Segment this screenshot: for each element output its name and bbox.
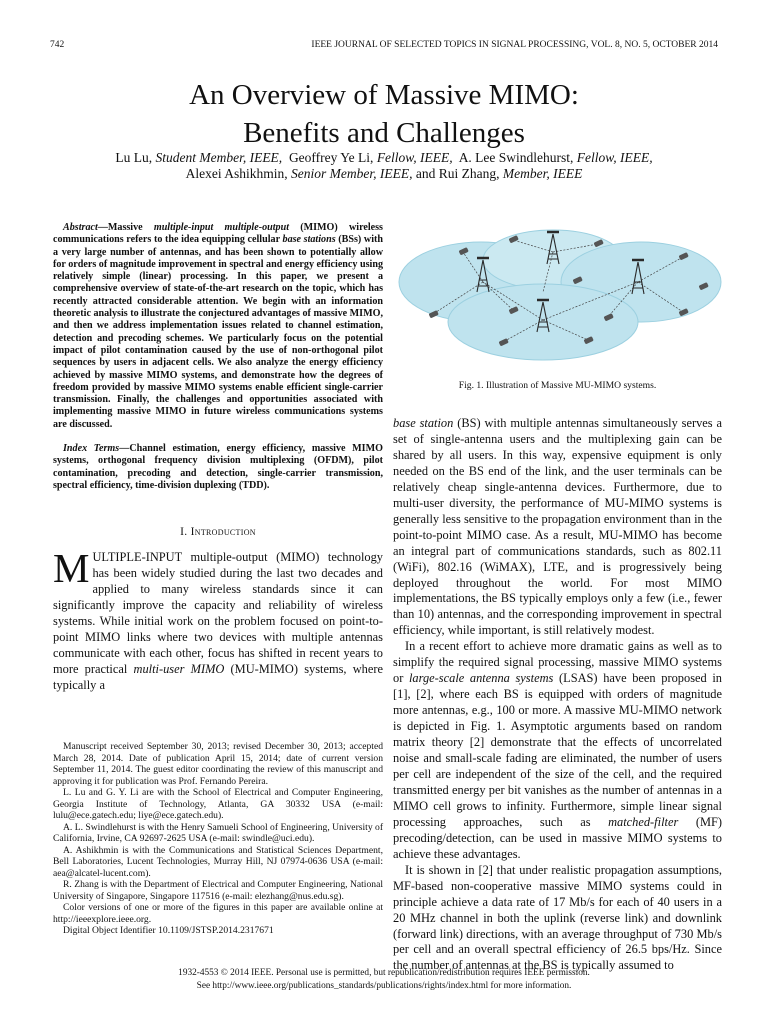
journal-name: IEEE JOURNAL OF SELECTED TOPICS IN SIGNAL PROCESSING, VOL. 8, NO. 5, OCTOBER 2014 (311, 40, 718, 50)
abstract-text: (BSs) with a very large number of antennas, and has been shown to potentially allow for orders of magnitude improvement in spectral and energy efficiency using relatively simple (linear) processing. In this paper, we present a comprehensive overview of state-of-the-art research on the topic, which has recently attracted considerable attention. We begin with an information theoretic analysis to illustrate the conjectured advantages of massive MIMO, and then we address implementation issues related to channel estimation, detection and precoding schemes. We particularly focus on the potential impact of pilot contamination caused by the use of non-orthogonal pilot sequences by users in adjacent cells. We also analyze the energy efficiency achieved by massive MIMO systems, and demonstrate how the degrees of freedom provided by massive MIMO systems enable efficient single-carrier transmission. Finally, the challenges and opportunities associated with implementing massive MIMO in future wireless communications systems are discussed. (53, 234, 383, 430)
index-terms (53, 443, 383, 492)
paragraph (393, 639, 722, 862)
copyright-line-2: See http://www.ieee.org/publications_standards/publications/rights/index.html for more information. (196, 981, 572, 991)
footnote: Color versions of one or more of the figures in this paper are available online at http://ieeexplore.ieee.org. (53, 902, 383, 925)
right-column-text (393, 416, 722, 974)
figure-caption: Fig. 1. Illustration of Massive MU-MIMO systems. (458, 380, 657, 391)
text: (BS) with multiple antennas simultaneously serves a set of single-antenna users and the multiplexing gain can be shared by all users. In this way, expensive equipment is only needed on the BS end of the link, and the user terminals can be relatively cheap single-antenna devices. Furthermore, due to multi-user diversity, the performance of MU-MIMO systems is generally less sensitive to the propagation environment than in the point-to-point MIMO case. As a result, MU-MIMO has become an integral part of communications standards, such as 802.11 (WiFi), 802.16 (WiMAX), LTE, and is progressively being deployed throughout the world. For most MIMO implementations, the BS typically employs only a few (i.e., fewer than 10) antennas, and the corresponding improvement in spectral efficiency, while important, is still relatively modest. (393, 416, 723, 638)
drop-cap: M (53, 545, 90, 592)
emphasis: large-scale antenna systems (408, 671, 554, 686)
section-numeral: I. (180, 526, 188, 539)
author-role: Fellow, IEEE, (576, 150, 653, 165)
footnote: Manuscript received September 30, 2013; revised December 30, 2013; accepted March 28, 2014. Date of publication April 15, 2014; date of current version September 11, 2014. The guest editor coordinating the review of this manuscript and approving it for publication was Prof. Fernando Pereira. (53, 741, 383, 787)
emphasis: matched-filter (608, 814, 679, 829)
footnote: L. Lu and G. Y. Li are with the School of Electrical and Computer Engineering, Georgia Institute of Technology, Atlanta, GA 30332 USA (e-mail: lulu@ece.gatech.edu; liye@ece.gatech.edu). (53, 787, 383, 821)
text: (MF) precoding/detection, can be used in massive MIMO systems to achieve these advantages. (393, 814, 722, 861)
author-name: Lu Lu, (115, 150, 153, 165)
intro-emphasis: multi-user MIMO (133, 661, 225, 676)
copyright-notice (0, 967, 768, 993)
copyright-line-1: 1932-4553 © 2014 IEEE. Personal use is permitted, but republication/redistribution requires IEEE permission. (178, 968, 590, 978)
author-list (0, 150, 768, 182)
abstract (53, 222, 383, 431)
title-line-1: An Overview of Massive MIMO: (189, 79, 579, 111)
author-name: Geoffrey Ye Li, (288, 150, 374, 165)
paragraph: It is shown in [2] that under realistic propagation assumptions, MF-based non-cooperative massive MIMO systems could in principle achieve a data rate of 17 Mb/s for each of 40 users in a 20 MHz channel in both the uplink (reverse link) and downlink (forward link) directions, with an average throughput of 730 Mb/s per cell and an overall spectral efficiency of 26.5 bps/Hz. Since the number of antennas at the BS is typically assumed to (393, 862, 722, 973)
footnotes (53, 741, 383, 937)
footnote: R. Zhang is with the Department of Electrical and Computer Engineering, National University of Singapore, Singapore 117516 (e-mail: elezhang@nus.edu.sg). (53, 879, 383, 902)
section-heading (53, 526, 383, 538)
abstract-text: —Massive (97, 222, 154, 233)
author-role: Student Member, IEEE, (155, 150, 283, 165)
author-role: Member, IEEE (502, 166, 583, 181)
author-name: and Rui Zhang, (415, 166, 500, 181)
right-column (393, 222, 722, 391)
emphasis: base station (393, 416, 454, 430)
paper-title (0, 76, 768, 152)
author-name: A. Lee Swindlehurst, (458, 150, 574, 165)
page-number: 742 (50, 40, 65, 50)
footnote: A. L. Swindlehurst is with the Henry Samueli School of Engineering, University of California, Irvine, CA 92697-2625 USA (e-mail: swindle@uci.edu). (53, 821, 384, 844)
author-role: Senior Member, IEEE, (291, 166, 413, 181)
massive-mimo-illustration (393, 222, 722, 368)
left-column (53, 222, 383, 694)
intro-text: ULTIPLE-INPUT multiple-output (MIMO) technology has been widely studied during the last two decades and applied to many wireless standards since it can significantly improve the capacity and reliability of wireless systems. While initial work on the problem focused on point-to-point MIMO links where two devices with multiple antennas communicate with each other, focus has shifted in recent years to more practical (53, 550, 383, 676)
abstract-emphasis: multiple-input multiple-output (153, 222, 290, 233)
section-title: Introduction (190, 526, 256, 539)
intro-text: (MU-MIMO) systems, where typically a (53, 661, 383, 692)
running-header (50, 40, 718, 56)
author-name: Alexei Ashikhmin, (185, 166, 288, 181)
footnote: A. Ashikhmin is with the Communications and Statistical Sciences Department, Bell Laboratories, Lucent Technologies, Murray Hill, NJ 07974-0636 USA (e-mail: aea@alcatel-lucent.com). (53, 844, 383, 879)
text: In a recent effort to achieve more dramatic gains as well as to simplify the required signal processing, massive MIMO systems or (393, 639, 722, 686)
intro-paragraph (53, 545, 383, 694)
author-line-2 (0, 166, 768, 182)
abstract-text: (MIMO) wireless communications refers to the idea equipping cellular (53, 222, 383, 246)
text: (LSAS) have been proposed in [1], [2], where each BS is equipped with orders of magnitude more antennas, e.g., 100 or more. A massive MU-MIMO network is depicted in Fig. 1. Asymptotic arguments based on random matrix theory [2] demonstrate that the effects of uncorrelated noise and small-scale fading are eliminated, the number of users per cell are independent of the size of the cell, and the required transmitted energy per bit vanishes as the number of antennas in a MIMO cell grows to infinity. Furthermore, simple linear signal processing approaches, such as (393, 671, 722, 829)
index-terms-label: Index Terms (63, 443, 120, 455)
abstract-label: Abstract (63, 222, 98, 233)
figure-1 (393, 222, 722, 368)
paragraph (393, 416, 722, 639)
author-role: Fellow, IEEE, (376, 150, 453, 165)
abstract-emphasis: base stations (282, 234, 336, 246)
footnote: Digital Object Identifier 10.1109/JSTSP.2014.2317671 (63, 925, 274, 936)
title-line-2: Benefits and Challenges (243, 117, 525, 149)
author-line-1 (0, 150, 768, 166)
index-terms-text: —Channel estimation, energy efficiency, massive MIMO systems, orthogonal frequency division multiplexing (OFDM), pilot contamination, precoding and detection, single-carrier transmission, spectral efficiency, time-division duplexing (TDD). (53, 443, 383, 491)
